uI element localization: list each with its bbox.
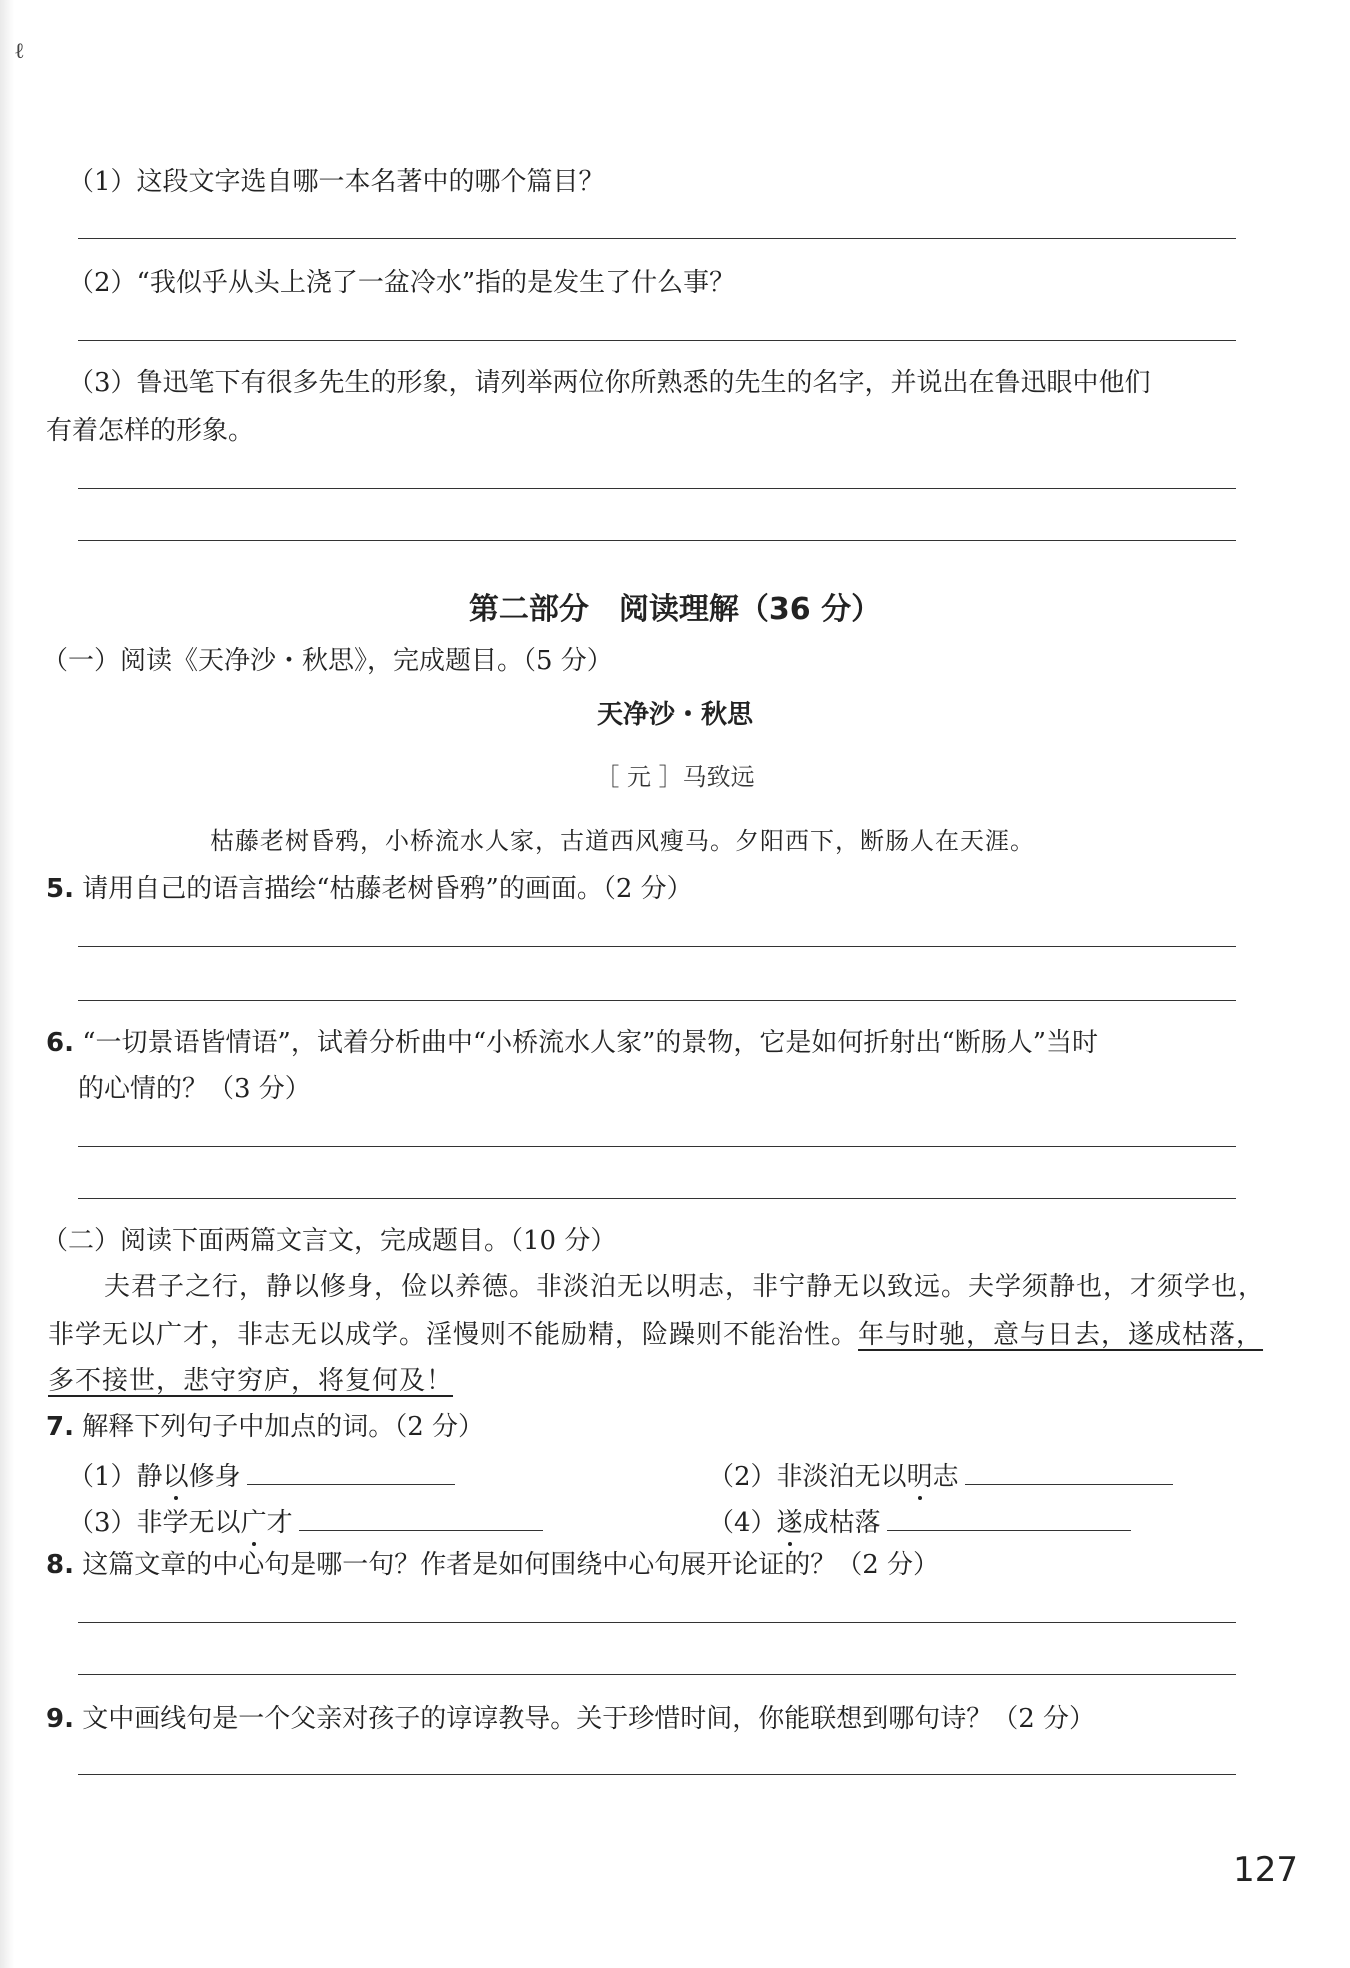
item-text: 志 (932, 1462, 959, 1492)
question-1: （1）这段文字选自哪一本名著中的哪个篇目？ (68, 167, 605, 197)
question-8-text: 这篇文章的中心句是哪一句？作者是如何围绕中心句展开论证的？（2 分） (82, 1550, 940, 1580)
question-9 (46, 1702, 1095, 1736)
answer-line[interactable] (78, 488, 1236, 489)
classical-text-plain: 非学无以广才，非志无以成学。淫慢则不能励精，险躁则不能治性。 (48, 1320, 859, 1350)
question-number: 6. (46, 1028, 74, 1058)
dotted-word: 明 (906, 1462, 933, 1492)
answer-line[interactable] (78, 1146, 1236, 1147)
question-3-line-1: （3）鲁迅笔下有很多先生的形象，请列举两位你所熟悉的先生的名字，并说出在鲁迅眼中他们 (68, 368, 1151, 398)
item-prefix: （2） (708, 1462, 777, 1492)
answer-line[interactable] (78, 540, 1236, 541)
question-7 (46, 1410, 484, 1444)
answer-line[interactable] (78, 1774, 1236, 1775)
answer-blank[interactable] (299, 1504, 543, 1531)
answer-line[interactable] (78, 1198, 1236, 1199)
q7-item-4 (708, 1504, 1131, 1540)
poem-text: 枯藤老树昏鸦，小桥流水人家，古道西风瘦马。夕阳西下，断肠人在天涯。 (210, 827, 1035, 855)
q7-item-3 (68, 1504, 543, 1540)
item-text: 成枯落 (802, 1508, 881, 1538)
answer-line[interactable] (78, 340, 1236, 341)
question-6-line-1 (46, 1026, 1098, 1060)
section-2-instruction: （二）阅读下面两篇文言文，完成题目。（10 分） (42, 1226, 617, 1256)
answer-line[interactable] (78, 1674, 1236, 1675)
question-9-text: 文中画线句是一个父亲对孩子的谆谆教导。关于珍惜时间，你能联想到哪句诗？（2 分） (82, 1704, 1096, 1734)
answer-blank[interactable] (247, 1458, 455, 1485)
question-3-line-2: 有着怎样的形象。 (46, 416, 255, 446)
item-text: 修身 (188, 1462, 241, 1492)
answer-line[interactable] (78, 1622, 1236, 1623)
item-text: 才 (266, 1508, 293, 1538)
question-6-line-2: 的心情的？（3 分） (78, 1074, 311, 1104)
answer-line[interactable] (78, 946, 1236, 947)
item-text: 非学无以 (136, 1508, 241, 1538)
question-number: 5. (46, 874, 74, 904)
question-number: 9. (46, 1704, 74, 1734)
classical-text-underlined: 多不接世，悲守穷庐，将复何及！ (48, 1366, 454, 1396)
question-7-text: 解释下列句子中加点的词。（2 分） (82, 1412, 485, 1442)
corner-mark: ℓ (14, 39, 25, 64)
item-prefix: （1） (68, 1462, 137, 1492)
poem-title: 天净沙・秋思 (596, 700, 753, 730)
answer-line[interactable] (78, 238, 1236, 239)
item-prefix: （4） (708, 1508, 777, 1538)
answer-blank[interactable] (887, 1504, 1131, 1531)
question-5-text: 请用自己的语言描绘“枯藤老树昏鸦”的画面。（2 分） (82, 874, 693, 904)
question-5 (46, 872, 693, 906)
answer-blank[interactable] (965, 1458, 1173, 1485)
dotted-word: 广 (240, 1508, 267, 1538)
q7-item-1 (68, 1458, 455, 1494)
page-number: 127 (1233, 1850, 1298, 1890)
classical-text-line-2 (48, 1318, 1263, 1352)
part-2-heading: 第二部分 阅读理解（36 分） (468, 592, 882, 627)
q7-item-2 (708, 1458, 1173, 1494)
page-edge-shadow (0, 0, 14, 1968)
answer-line[interactable] (78, 1000, 1236, 1001)
question-8 (46, 1548, 939, 1582)
section-1-instruction: （一）阅读《天净沙・秋思》，完成题目。（5 分） (42, 646, 613, 676)
question-number: 8. (46, 1550, 74, 1580)
item-prefix: （3） (68, 1508, 137, 1538)
classical-text-underlined: 年与时驰，意与日去，遂成枯落， (858, 1320, 1264, 1350)
item-text: 静 (136, 1462, 163, 1492)
classical-text-line-3 (48, 1364, 453, 1398)
question-number: 7. (46, 1412, 74, 1442)
dotted-word: 遂 (776, 1508, 803, 1538)
question-6-text: “一切景语皆情语”，试着分析曲中“小桥流水人家”的景物，它是如何折射出“断肠人”当时 (82, 1028, 1098, 1058)
dotted-word: 以 (162, 1462, 189, 1492)
item-text: 非淡泊无以 (776, 1462, 907, 1492)
classical-text-line-1: 夫君子之行，静以修身，俭以养德。非淡泊无以明志，非宁静无以致远。夫学须静也，才须学也， (104, 1272, 1266, 1302)
question-2: （2）“我似乎从头上浇了一盆冷水”指的是发生了什么事？ (68, 268, 736, 298)
poem-author: ［ 元 ］马致远 (595, 763, 755, 791)
